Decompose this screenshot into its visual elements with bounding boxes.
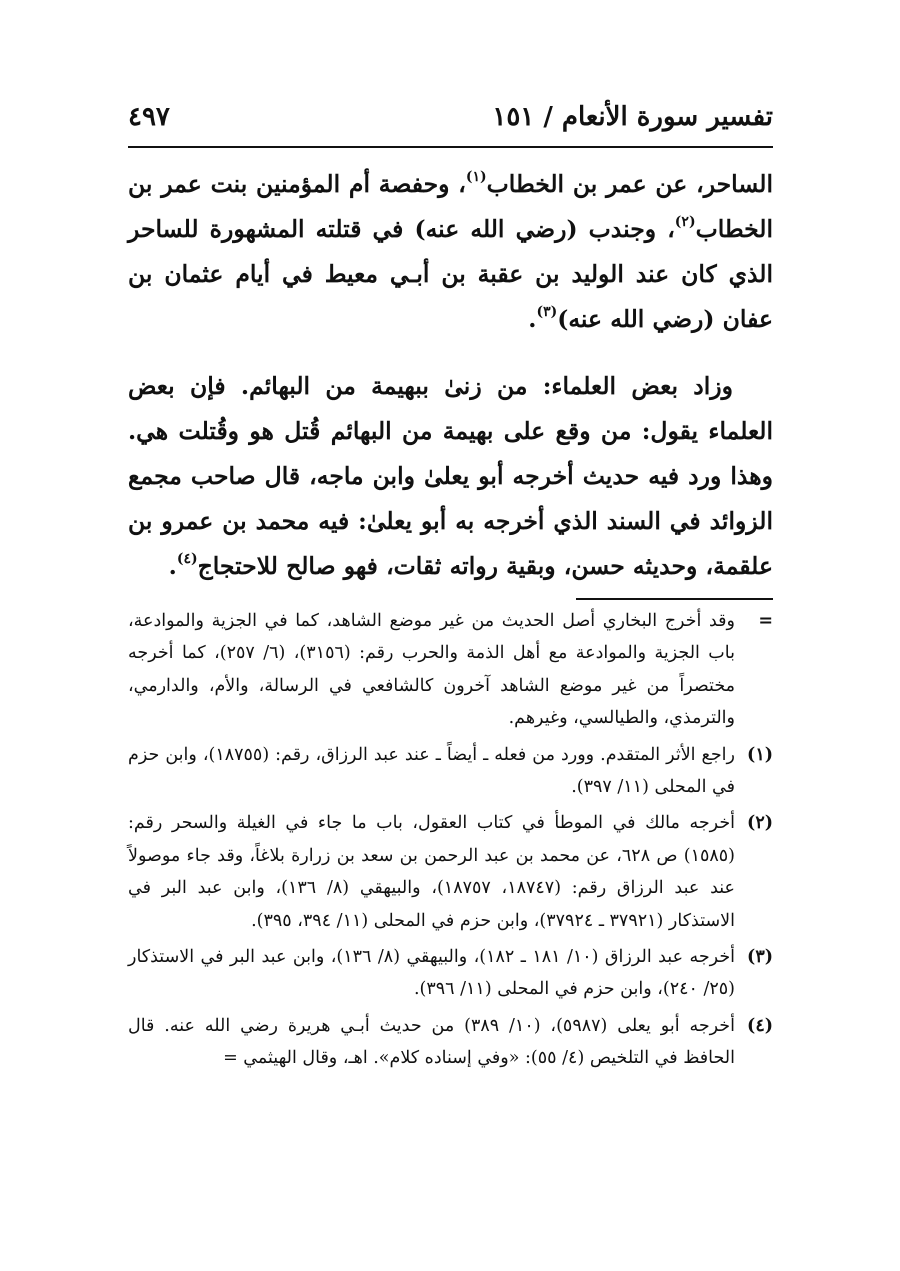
p2-text-a: وزاد بعض العلماء: من زنىٰ ببهيمة من البهائم. فإن بعض العلماء يقول: من وقع على بهيمة من البهائم قُتل هو وقُتلت هي. وهذا ورد فيه حديث أخرجه أبو يعلىٰ وابن ماجه، قال صاحب مجمع الزوائد في السند الذي أخرجه به أبو يعلىٰ: فيه محمد بن عمرو بن علقمة، وحديثه حسن، وبقية رواته ثقات، فهو صالح للاحتجاج: [128, 372, 773, 580]
footnote-ref-2: (٢): [674, 214, 696, 231]
p1-end: .: [528, 305, 537, 333]
continuation-marker: =: [758, 611, 773, 631]
footnote-number: (٤): [747, 1015, 773, 1036]
footnotes-separator: [576, 598, 773, 600]
page-number: ٤٩٧: [128, 102, 170, 132]
running-header: [128, 100, 773, 142]
footnotes: [128, 605, 773, 1079]
footnote-text: أخرجه مالك في الموطأ في كتاب العقول، باب ما جاء في الغيلة والسحر رقم: (١٥٨٥) ص ٦٢٨، عن محمد بن عبد الرحمن بن سعد بن زرارة بلاغاً، وقد جاء موصولاً عند عبد الرزاق رقم: (١٨٧٤٧، ١٨٧٥٧)، والبيهقي (٨/ ١٣٦)، وابن عبد البر في الاستذكار (٣٧٩٢١ ـ ٣٧٩٢٤)، وابن حزم في المحلى (١١/ ٣٩٤، ٣٩٥).: [128, 813, 735, 931]
footnote-ref-4: (٤): [176, 551, 198, 568]
p1-text-b: ، وحفصة أم المؤمنين بنت عمر بن الخطاب: [128, 170, 773, 243]
footnote-number: (٢): [747, 813, 773, 834]
paragraph-2: [128, 364, 773, 589]
footnote-number: (١): [747, 744, 773, 765]
footnote-text: أخرجه أبو يعلى (٥٩٨٧)، (١٠/ ٣٨٩) من حديث أبـي هريرة رضي الله عنه. قال الحافظ في التلخيص (٤/ ٥٥): «وفي إسناده كلام». اهـ، وقال الهيثمي =: [128, 1015, 735, 1069]
footnote-continuation: [128, 605, 773, 735]
footnote-ref-3: (٣): [536, 304, 558, 321]
footnote-continuation-text: وقد أخرج البخاري أصل الحديث من غير موضع الشاهد، كما في الجزية والموادعة، باب الجزية والموادعة مع أهل الذمة والحرب رقم: (٣١٥٦)، (٦/ ٢٥٧)، كما أخرجه مختصراً من غير موضع الشاهد آخرون كالشافعي في الرسالة، والأم، والدارمي، والترمذي، والطيالسي، وغيرهم.: [128, 611, 735, 729]
footnote-3: [128, 941, 773, 1006]
footnote-text: راجع الأثر المتقدم. وورد من فعله ـ أيضاً ـ عند عبد الرزاق، رقم: (١٨٧٥٥)، وابن حزم في المحلى (١١/ ٣٩٧).: [128, 744, 735, 798]
header-title: تفسير سورة الأنعام / ١٥١: [492, 102, 773, 132]
p1-text-c: ، وجندب (رضي الله عنه) في قتلته المشهورة للساحر الذي كان عند الوليد بن عقبة بن أبـي معيط في أيام عثمان بن عفان (رضي الله عنه): [128, 215, 773, 333]
footnote-number: (٣): [747, 947, 773, 968]
footnote-2: [128, 807, 773, 937]
footnote-ref-1: (١): [465, 169, 487, 186]
main-text: [128, 162, 773, 589]
paragraph-1: [128, 162, 773, 342]
p2-end: .: [168, 552, 177, 580]
footnote-4: [128, 1010, 773, 1075]
p1-text-a: الساحر، عن عمر بن الخطاب: [486, 170, 774, 198]
header-rule: [128, 146, 773, 148]
footnote-text: أخرجه عبد الرزاق (١٠/ ١٨١ ـ ١٨٢)، والبيهقي (٨/ ١٣٦)، وابن عبد البر في الاستذكار (٢٥/ ٢٤٠)، وابن حزم في المحلى (١١/ ٣٩٦).: [128, 947, 735, 1000]
footnote-1: [128, 739, 773, 804]
